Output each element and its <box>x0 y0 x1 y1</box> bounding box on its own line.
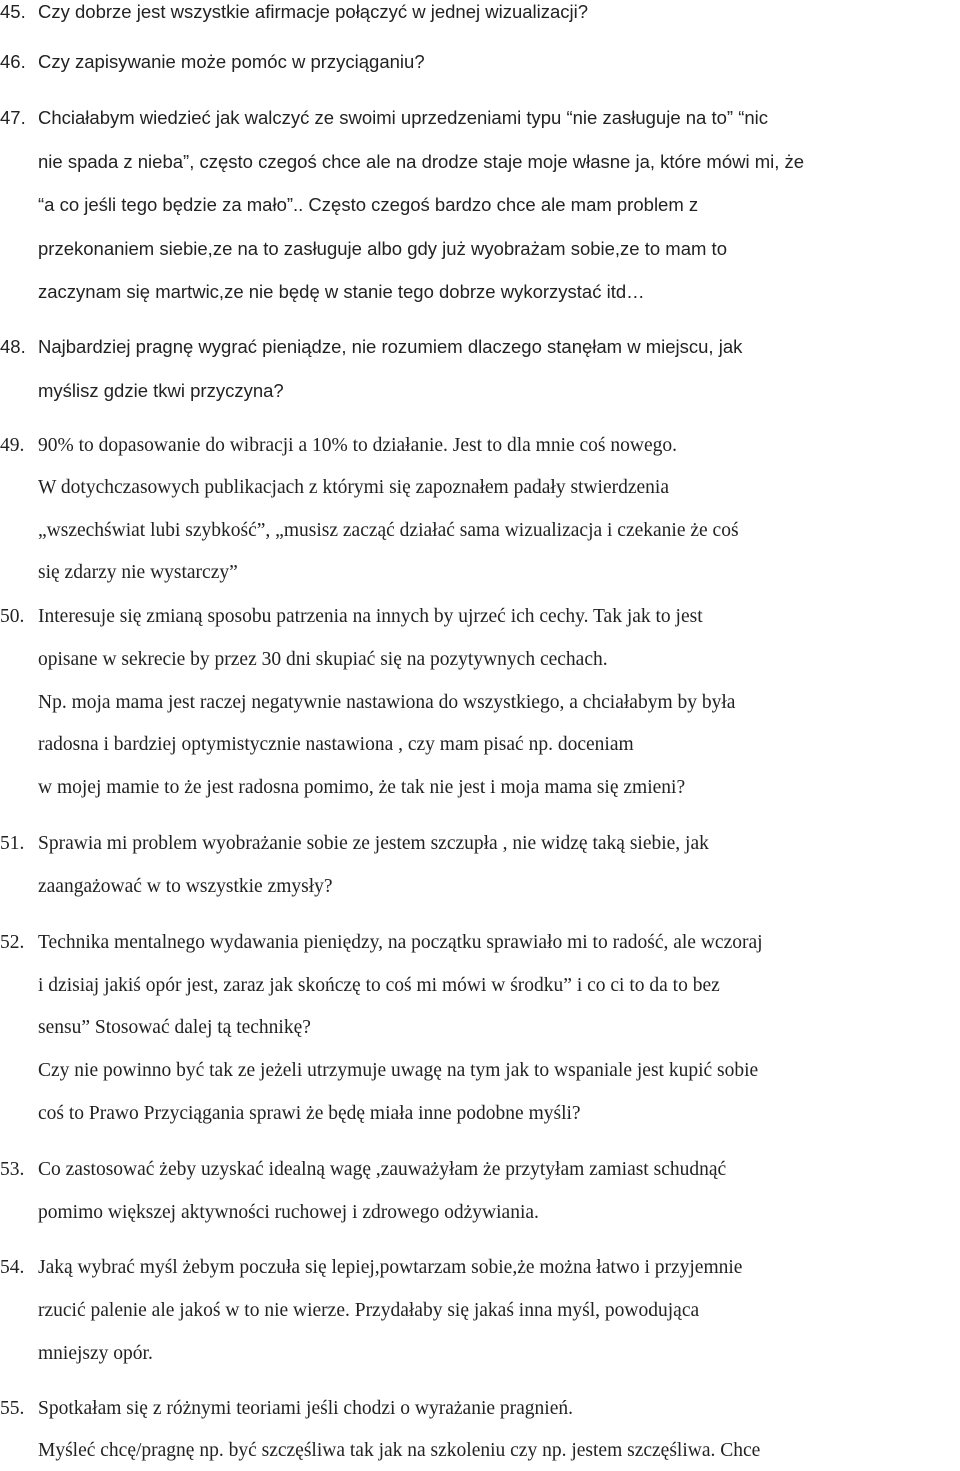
question-52-line-2: i dzisiaj jakiś opór jest, zaraz jak skończę to coś mi mówi w środku” i co ci to da to bez <box>38 975 720 996</box>
question-number: 55. <box>0 1398 25 1419</box>
question-text: Spotkałam się z różnymi teoriami jeśli chodzi o wyrażanie pragnień. <box>38 1398 573 1419</box>
question-53-line-2: pomimo większej aktywności ruchowej i zdrowego odżywiania. <box>38 1202 539 1223</box>
question-text: Czy zapisywanie może pomóc w przyciąganiu? <box>38 51 425 72</box>
question-54-line-3: mniejszy opór. <box>38 1343 153 1364</box>
question-text: Czy dobrze jest wszystkie afirmacje połączyć w jednej wizualizacji? <box>38 1 589 22</box>
question-47-line-5: zaczynam się martwic,ze nie będę w stanie tego dobrze wykorzystać itd… <box>38 281 645 302</box>
question-47 <box>0 98 960 138</box>
question-text: Sprawia mi problem wyobrażanie sobie ze jestem szczupła , nie widzę taką siebie, jak <box>38 833 709 854</box>
question-text: Jaką wybrać myśl żebym poczuła się lepiej,powtarzam sobie,że można łatwo i przyjemnie <box>38 1257 743 1278</box>
question-text: Co zastosować żeby uzyskać idealną wagę ,zauważyłam że przytyłam zamiast schudnąć <box>38 1159 727 1180</box>
question-51 <box>0 824 960 864</box>
question-number: 46. <box>0 51 26 72</box>
question-number: 54. <box>0 1257 25 1278</box>
question-55 <box>0 1389 960 1429</box>
question-46 <box>0 42 960 82</box>
question-text: Chciałabym wiedzieć jak walczyć ze swoimi uprzedzeniami typu “nie zasługuje na to” “nic <box>38 107 769 128</box>
question-52-line-4: Czy nie powinno być tak ze jeżeli utrzymuje uwagę na tym jak to wspaniale jest kupić sobie <box>38 1060 759 1081</box>
question-50-line-4: radosna i bardziej optymistycznie nastawiona , czy mam pisać np. doceniam <box>38 734 634 755</box>
question-number: 51. <box>0 833 25 854</box>
question-51-line-2: zaangażować w to wszystkie zmysły? <box>38 876 333 897</box>
question-number: 45. <box>0 1 26 22</box>
question-48 <box>0 327 960 367</box>
question-53 <box>0 1150 960 1190</box>
question-55-line-2: Myśleć chcę/pragnę np. być szczęśliwa tak jak na szkoleniu czy np. jestem szczęśliwa. Chce <box>38 1440 761 1461</box>
question-text: Najbardziej pragnę wygrać pieniądze, nie rozumiem dlaczego stanęłam w miejscu, jak <box>38 336 743 357</box>
question-number: 49. <box>0 435 25 456</box>
question-number: 47. <box>0 107 26 128</box>
question-49-line-3: „wszechświat lubi szybkość”, „musisz zacząć działać sama wizualizacja i czekanie że coś <box>38 520 739 541</box>
question-47-line-3: “a co jeśli tego będzie za mało”.. Często czegoś bardzo chce ale mam problem z <box>38 194 699 215</box>
question-47-line-4: przekonaniem siebie,ze na to zasługuje albo gdy już wyobrażam sobie,ze to mam to <box>38 238 727 259</box>
question-49-line-2: W dotychczasowych publikacjach z którymi się zapoznałem padały stwierdzenia <box>38 477 669 498</box>
question-number: 53. <box>0 1159 25 1180</box>
question-text: 90% to dopasowanie do wibracji a 10% to działanie. Jest to dla mnie coś nowego. <box>38 435 678 456</box>
question-50-line-5: w mojej mamie to że jest radosna pomimo, że tak nie jest i moja mama się zmieni? <box>38 777 686 798</box>
question-52-line-5: coś to Prawo Przyciągania sprawi że będę miała inne podobne myśli? <box>38 1103 581 1124</box>
question-45 <box>0 0 960 32</box>
question-number: 48. <box>0 336 26 357</box>
question-number: 52. <box>0 932 25 953</box>
question-54-line-2: rzucić palenie ale jakoś w to nie wierze. Przydałaby się jakaś inna myśl, powodująca <box>38 1300 700 1321</box>
question-52 <box>0 923 960 963</box>
question-50 <box>0 597 960 637</box>
question-52-line-3: sensu” Stosować dalej tą technikę? <box>38 1017 311 1038</box>
question-54 <box>0 1248 960 1288</box>
question-text: Interesuje się zmianą sposobu patrzenia na innych by ujrzeć ich cechy. Tak jak to jest <box>38 606 703 627</box>
question-text: Technika mentalnego wydawania pieniędzy, na początku sprawiało mi to radość, ale wczoraj <box>38 932 763 953</box>
question-50-line-2: opisane w sekrecie by przez 30 dni skupiać się na pozytywnych cechach. <box>38 649 608 670</box>
question-49-line-4: się zdarzy nie wystarczy” <box>38 562 238 583</box>
question-number: 50. <box>0 606 25 627</box>
question-50-line-3: Np. moja mama jest raczej negatywnie nastawiona do wszystkiego, a chciałabym by była <box>38 692 736 713</box>
question-49 <box>0 426 960 466</box>
question-47-line-2: nie spada z nieba”, często czegoś chce ale na drodze staje moje własne ja, które mówi mi, że <box>38 151 805 172</box>
question-48-line-2: myślisz gdzie tkwi przyczyna? <box>38 380 284 401</box>
